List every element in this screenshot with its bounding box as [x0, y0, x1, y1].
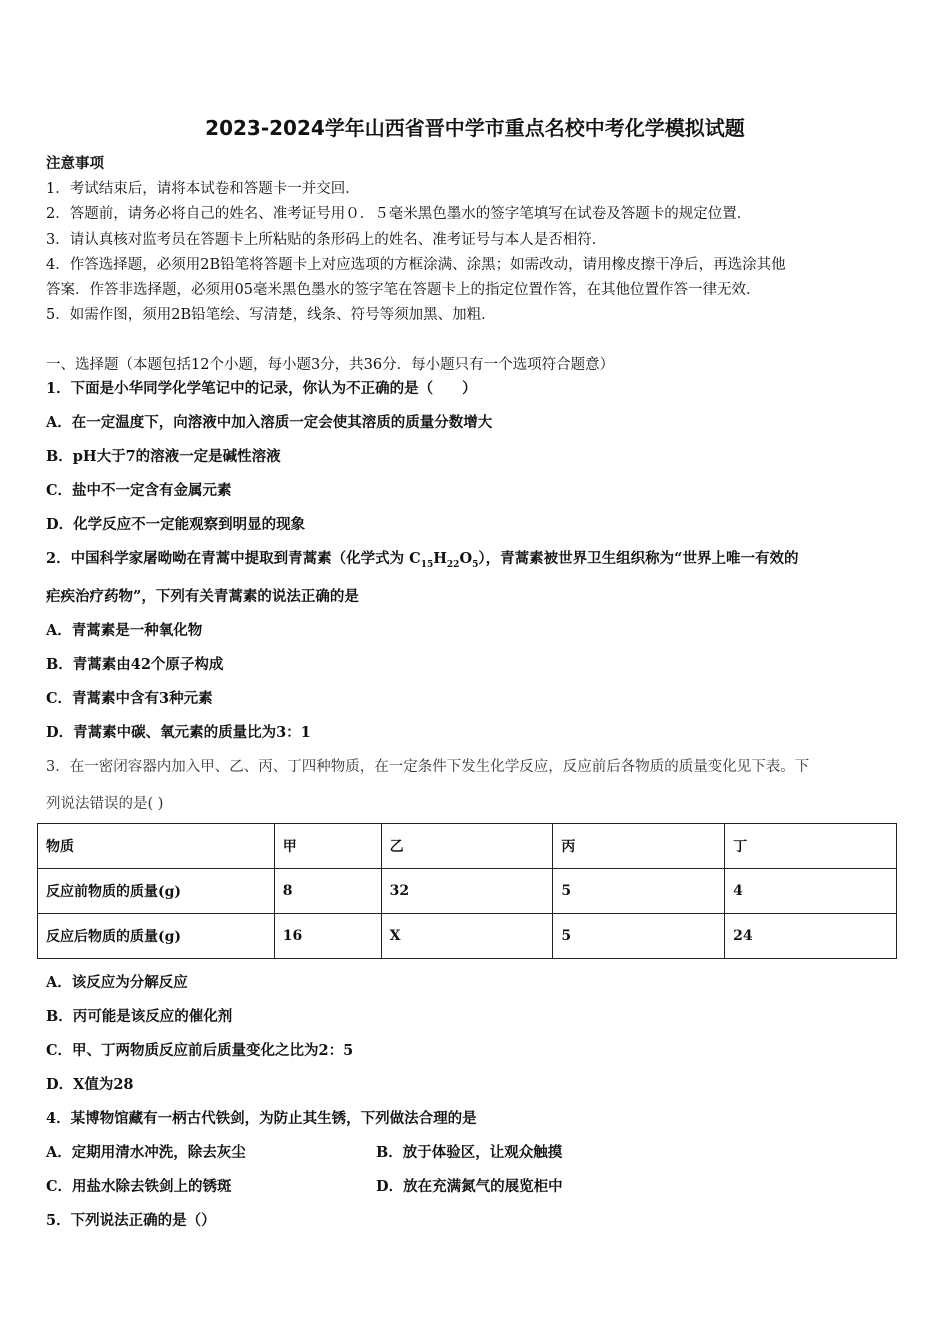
q4-stem: 4．某博物馆藏有一柄古代铁剑，为防止其生锈，下列做法合理的是: [46, 1110, 477, 1127]
notice-item: 2．答题前，请务必将自己的姓名、准考证号用０．５毫米黑色墨水的签字笔填写在试卷及答题卡的规定位置．: [46, 206, 752, 222]
q4-option-c: C．用盐水除去铁剑上的锈斑: [46, 1178, 232, 1195]
q2-stem-line2: 疟疾治疗药物”，下列有关青蒿素的说法正确的是: [46, 588, 359, 605]
q5-stem: 5．下列说法正确的是（）: [46, 1212, 216, 1229]
table-header-cell: 丙: [553, 824, 725, 869]
q3-option-c: C．甲、丁两物质反应前后质量变化之比为2：5: [46, 1042, 354, 1059]
table-cell: 16: [274, 914, 381, 959]
notice-item: 3．请认真核对监考员在答题卡上所粘贴的条形码上的姓名、准考证号与本人是否相符．: [46, 232, 607, 248]
q4-option-d: D．放在充满氮气的展览柜中: [376, 1178, 563, 1195]
q1-option-b: B．pH大于7的溶液一定是碱性溶液: [46, 448, 281, 465]
q3-stem-line1: 3．在一密闭容器内加入甲、乙、丙、丁四种物质，在一定条件下发生化学反应，反应前后各物质的质量变化见下表。下: [46, 759, 810, 775]
table-cell: 8: [274, 869, 381, 914]
q2-stem: [46, 547, 798, 570]
q3-option-b: B．丙可能是该反应的催化剂: [46, 1008, 233, 1025]
notice-item: 1．考试结束后，请将本试卷和答题卡一并交回．: [46, 181, 360, 197]
table-cell: 4: [725, 869, 897, 914]
notice-heading: 注意事项: [46, 155, 104, 172]
q2-subscript: 5: [472, 559, 479, 570]
q4-option-b: B．放于体验区，让观众触摸: [376, 1144, 563, 1161]
table-cell: 5: [553, 914, 725, 959]
q1-option-c: C．盐中不一定含有金属元素: [46, 482, 232, 499]
q1-option-a: A．在一定温度下，向溶液中加入溶质一定会使其溶质的质量分数增大: [46, 414, 493, 431]
q2-stem-part: 2．中国科学家屠呦呦在青蒿中提取到青蒿素（化学式为 C: [46, 550, 421, 567]
table-cell: 5: [553, 869, 725, 914]
table-row: [38, 914, 897, 959]
q4-option-a: A．定期用清水冲洗，除去灰尘: [46, 1144, 246, 1161]
page-title: 2023-2024学年山西省晋中学市重点名校中考化学模拟试题: [205, 116, 745, 140]
q1-stem: 1．下面是小华同学化学笔记中的记录，你认为不正确的是（ ）: [46, 380, 477, 397]
section-heading: 一、选择题（本题包括12个小题，每小题3分，共36分．每小题只有一个选项符合题意）: [46, 357, 615, 373]
q2-subscript: 15: [420, 559, 434, 570]
table-header-cell: 物质: [38, 824, 275, 869]
notice-item: 4．作答选择题，必须用2B铅笔将答题卡上对应选项的方框涂满、涂黑；如需改动，请用橡皮擦干净后，再选涂其他: [46, 257, 786, 273]
q2-stem-part: O: [459, 550, 473, 567]
table-header-row: [38, 824, 897, 869]
q3-option-d: D．X值为28: [46, 1076, 134, 1093]
table-header-cell: 丁: [725, 824, 897, 869]
table-cell: 反应前物质的质量(g): [38, 869, 275, 914]
table-cell: 反应后物质的质量(g): [38, 914, 275, 959]
table-header-cell: 甲: [274, 824, 381, 869]
q2-option-b: B．青蒿素由42个原子构成: [46, 656, 224, 673]
table-row: [38, 869, 897, 914]
q2-stem-part: ），青蒿素被世界卫生组织称为“世界上唯一有效的: [478, 550, 799, 567]
notice-item: 答案．作答非选择题，必须用05毫米黑色墨水的签字笔在答题卡上的指定位置作答，在其他位置作答一律无效．: [46, 282, 761, 298]
q2-stem-part: H: [433, 550, 447, 567]
q2-option-d: D．青蒿素中碳、氧元素的质量比为3：1: [46, 724, 311, 741]
mass-table: [37, 823, 897, 959]
notice-item: 5．如需作图，须用2B铅笔绘、写清楚，线条、符号等须加黑、加粗．: [46, 307, 496, 323]
q2-option-a: A．青蒿素是一种氧化物: [46, 622, 203, 639]
q2-option-c: C．青蒿素中含有3种元素: [46, 690, 213, 707]
table-cell: 32: [381, 869, 553, 914]
q3-stem-line2: 列说法错误的是( ): [46, 796, 164, 812]
q3-option-a: A．该反应为分解反应: [46, 974, 188, 991]
table-cell: X: [381, 914, 553, 959]
q2-subscript: 22: [446, 559, 460, 570]
table-header-cell: 乙: [381, 824, 553, 869]
table-cell: 24: [725, 914, 897, 959]
q1-option-d: D．化学反应不一定能观察到明显的现象: [46, 516, 306, 533]
